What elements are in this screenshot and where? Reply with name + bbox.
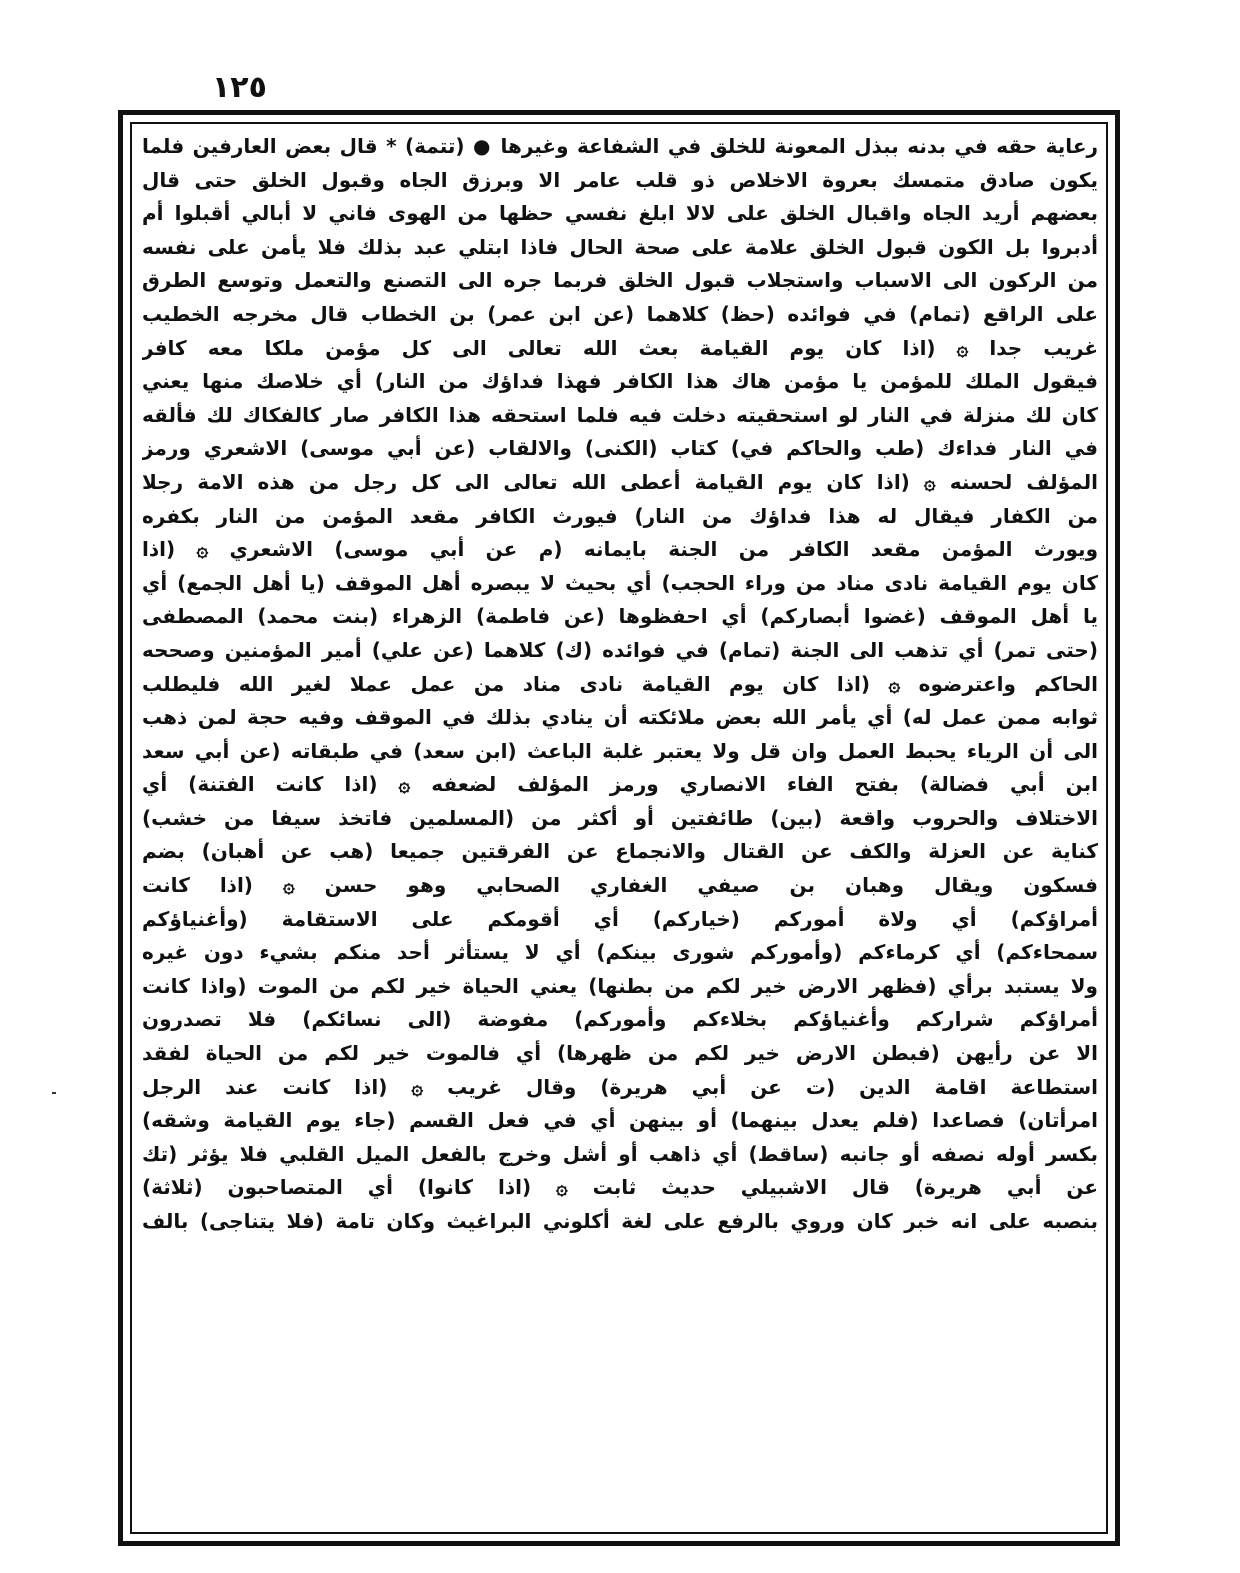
- text-line: (حتى تمر) أي تذهب الى الجنة (تمام) في فوائده (ك) كلاهما (عن علي) أمير المؤمنين وصححه: [142, 637, 1098, 662]
- text-line: من الكفار فيقال له هذا فداؤك من النار) فيورث الكافر مقعد المؤمن من النار بكفره: [142, 503, 1098, 528]
- text-line: يا أهل الموقف (غضوا أبصاركم) أي احفظوها (عن فاطمة) الزهراء (بنت محمد) المصطفى: [142, 604, 1098, 629]
- text-line: كان لك منزلة في النار لو استحقيته دخلت فيه فلما استحقه هذا الكافر صار كالفكاك لك فألقه: [142, 402, 1098, 427]
- text-line: ولا يستبد برأي (فظهر الارض خير لكم من بطنها) يعني الحياة خير لكم من الموت (واذا كانت: [142, 973, 1098, 998]
- text-line: الا عن رأيهن (فبطن الارض خير لكم من ظهرها) أي فالموت خير لكم من الحياة لفقد: [142, 1041, 1098, 1066]
- text-line: في النار فداءك (طب والحاكم في) كتاب (الكنى) والالقاب (عن أبي موسى) الاشعري ورمز: [142, 436, 1098, 461]
- text-line: أدبروا بل الكون قبول الخلق علامة على صحة الحال فاذا ابتلي عبد بذلك فلا يأمن على نفسه: [142, 234, 1098, 259]
- text-line: أمراؤكم شراركم وأغنياؤكم بخلاءكم وأموركم) مفوضة (الى نسائكم) فلا تصدرون: [142, 1007, 1098, 1032]
- text-line: بنصبه على انه خبر كان وروي بالرفع على لغة أكلوني البراغيث وكان تامة (فلا يتناجى) بالف: [142, 1209, 1098, 1233]
- text-line: غريب جدا ۞ (اذا كان يوم القيامة بعث الله تعالى الى كل مؤمن ملكا معه كافر: [142, 335, 1098, 360]
- text-line: الى أن الرياء يحبط العمل وان قل ولا يعتبر غلبة الباعث (ابن سعد) في طبقاته (عن أبي سعد: [142, 738, 1098, 763]
- text-line: أمراؤكم) أي ولاة أموركم (خياركم) أي أقومكم على الاستقامة (وأغنياؤكم: [142, 906, 1098, 931]
- text-line: ثوابه ممن عمل له) أي يأمر الله بعض ملائكته أن ينادي بذلك في الموقف وفيه حجة لمن ذهب: [142, 705, 1098, 730]
- text-line: على الراقع (تمام) في فوائده (حظ) كلاهما (عن ابن عمر) بن الخطاب قال مخرجه الخطيب: [142, 301, 1098, 326]
- text-line: الاختلاف والحروب واقعة (بين) طائفتين أو أكثر من (المسلمين فاتخذ سيفا من خشب): [142, 805, 1098, 830]
- margin-mark: [52, 1092, 56, 1094]
- text-line: فيقول الملك للمؤمن يا مؤمن هاك هذا الكافر فهذا فداؤك من النار) أي خلاصك منها يعني: [142, 369, 1098, 394]
- text-line: كان يوم القيامة نادى مناد من وراء الحجب) أي بحيث لا يبصره أهل الموقف (يا أهل الجمع) أي: [142, 570, 1098, 595]
- text-line: بعضهم أريد الجاه واقبال الخلق على لالا ابلغ نفسي حظها من الهوى فاني لا أبالي أقبلوا أم: [142, 201, 1098, 226]
- text-line: امرأتان) فصاعدا (فلم يعدل بينهما) أو بينهن أي في فعل القسم (جاء يوم القيامة وشقه): [142, 1108, 1098, 1133]
- text-line: سمحاءكم) أي كرماءكم (وأموركم شورى بينكم) أي لا يستأثر أحد منكم بشيء دون غيره: [142, 940, 1098, 965]
- text-line: بكسر أوله نصفه أو جانبه (ساقط) أي ذاهب أو أشل وخرج بالفعل الميل القلبي فلا يؤثر (تك: [142, 1141, 1098, 1166]
- text-line: استطاعة اقامة الدين (ت عن أبي هريرة) وقال غريب ۞ (اذا كانت عند الرجل: [142, 1074, 1098, 1099]
- text-line: المؤلف لحسنه ۞ (اذا كان يوم القيامة أعطى الله تعالى الى كل رجل من هذه الامة رجلا: [142, 469, 1098, 494]
- text-line: الحاكم واعترضوه ۞ (اذا كان يوم القيامة نادى مناد من عمل عملا لغير الله فليطلب: [142, 671, 1098, 696]
- text-line: عن أبي هريرة) قال الاشبيلي حديث ثابت ۞ (اذا كانوا) أي المتصاحبون (ثلاثة): [142, 1175, 1098, 1200]
- text-block: [142, 130, 1098, 1530]
- text-line: ابن أبي فضالة) بفتح الفاء الانصاري ورمز المؤلف لضعفه ۞ (اذا كانت الفتنة) أي: [142, 772, 1098, 797]
- text-line: من الركون الى الاسباب واستجلاب قبول الخلق فربما جره الى التصنع والتعمل وتوسع الطرق: [142, 268, 1098, 293]
- text-line: رعاية حقه في بدنه ببذل المعونة للخلق في الشفاعة وغيرها ● (تتمة) * قال بعض العارفين فلما: [142, 134, 1098, 158]
- page-number: ١٢٥: [212, 70, 267, 105]
- text-line: فسكون ويقال وهبان بن صيفي الغفاري الصحابي وهو حسن ۞ (اذا كانت: [142, 873, 1098, 898]
- text-line: يكون صادق متمسك بعروة الاخلاص ذو قلب عامر الا وبرزق الجاه وقبول الخلق حتى قال: [142, 167, 1098, 192]
- text-line: كناية عن العزلة والكف عن القتال والانجماع عن الفرقتين جميعا (هب عن أهبان) بضم: [142, 839, 1098, 864]
- text-line: ويورث المؤمن مقعد الكافر من الجنة بايمانه (م عن أبي موسى) الاشعري ۞ (اذا: [142, 537, 1098, 562]
